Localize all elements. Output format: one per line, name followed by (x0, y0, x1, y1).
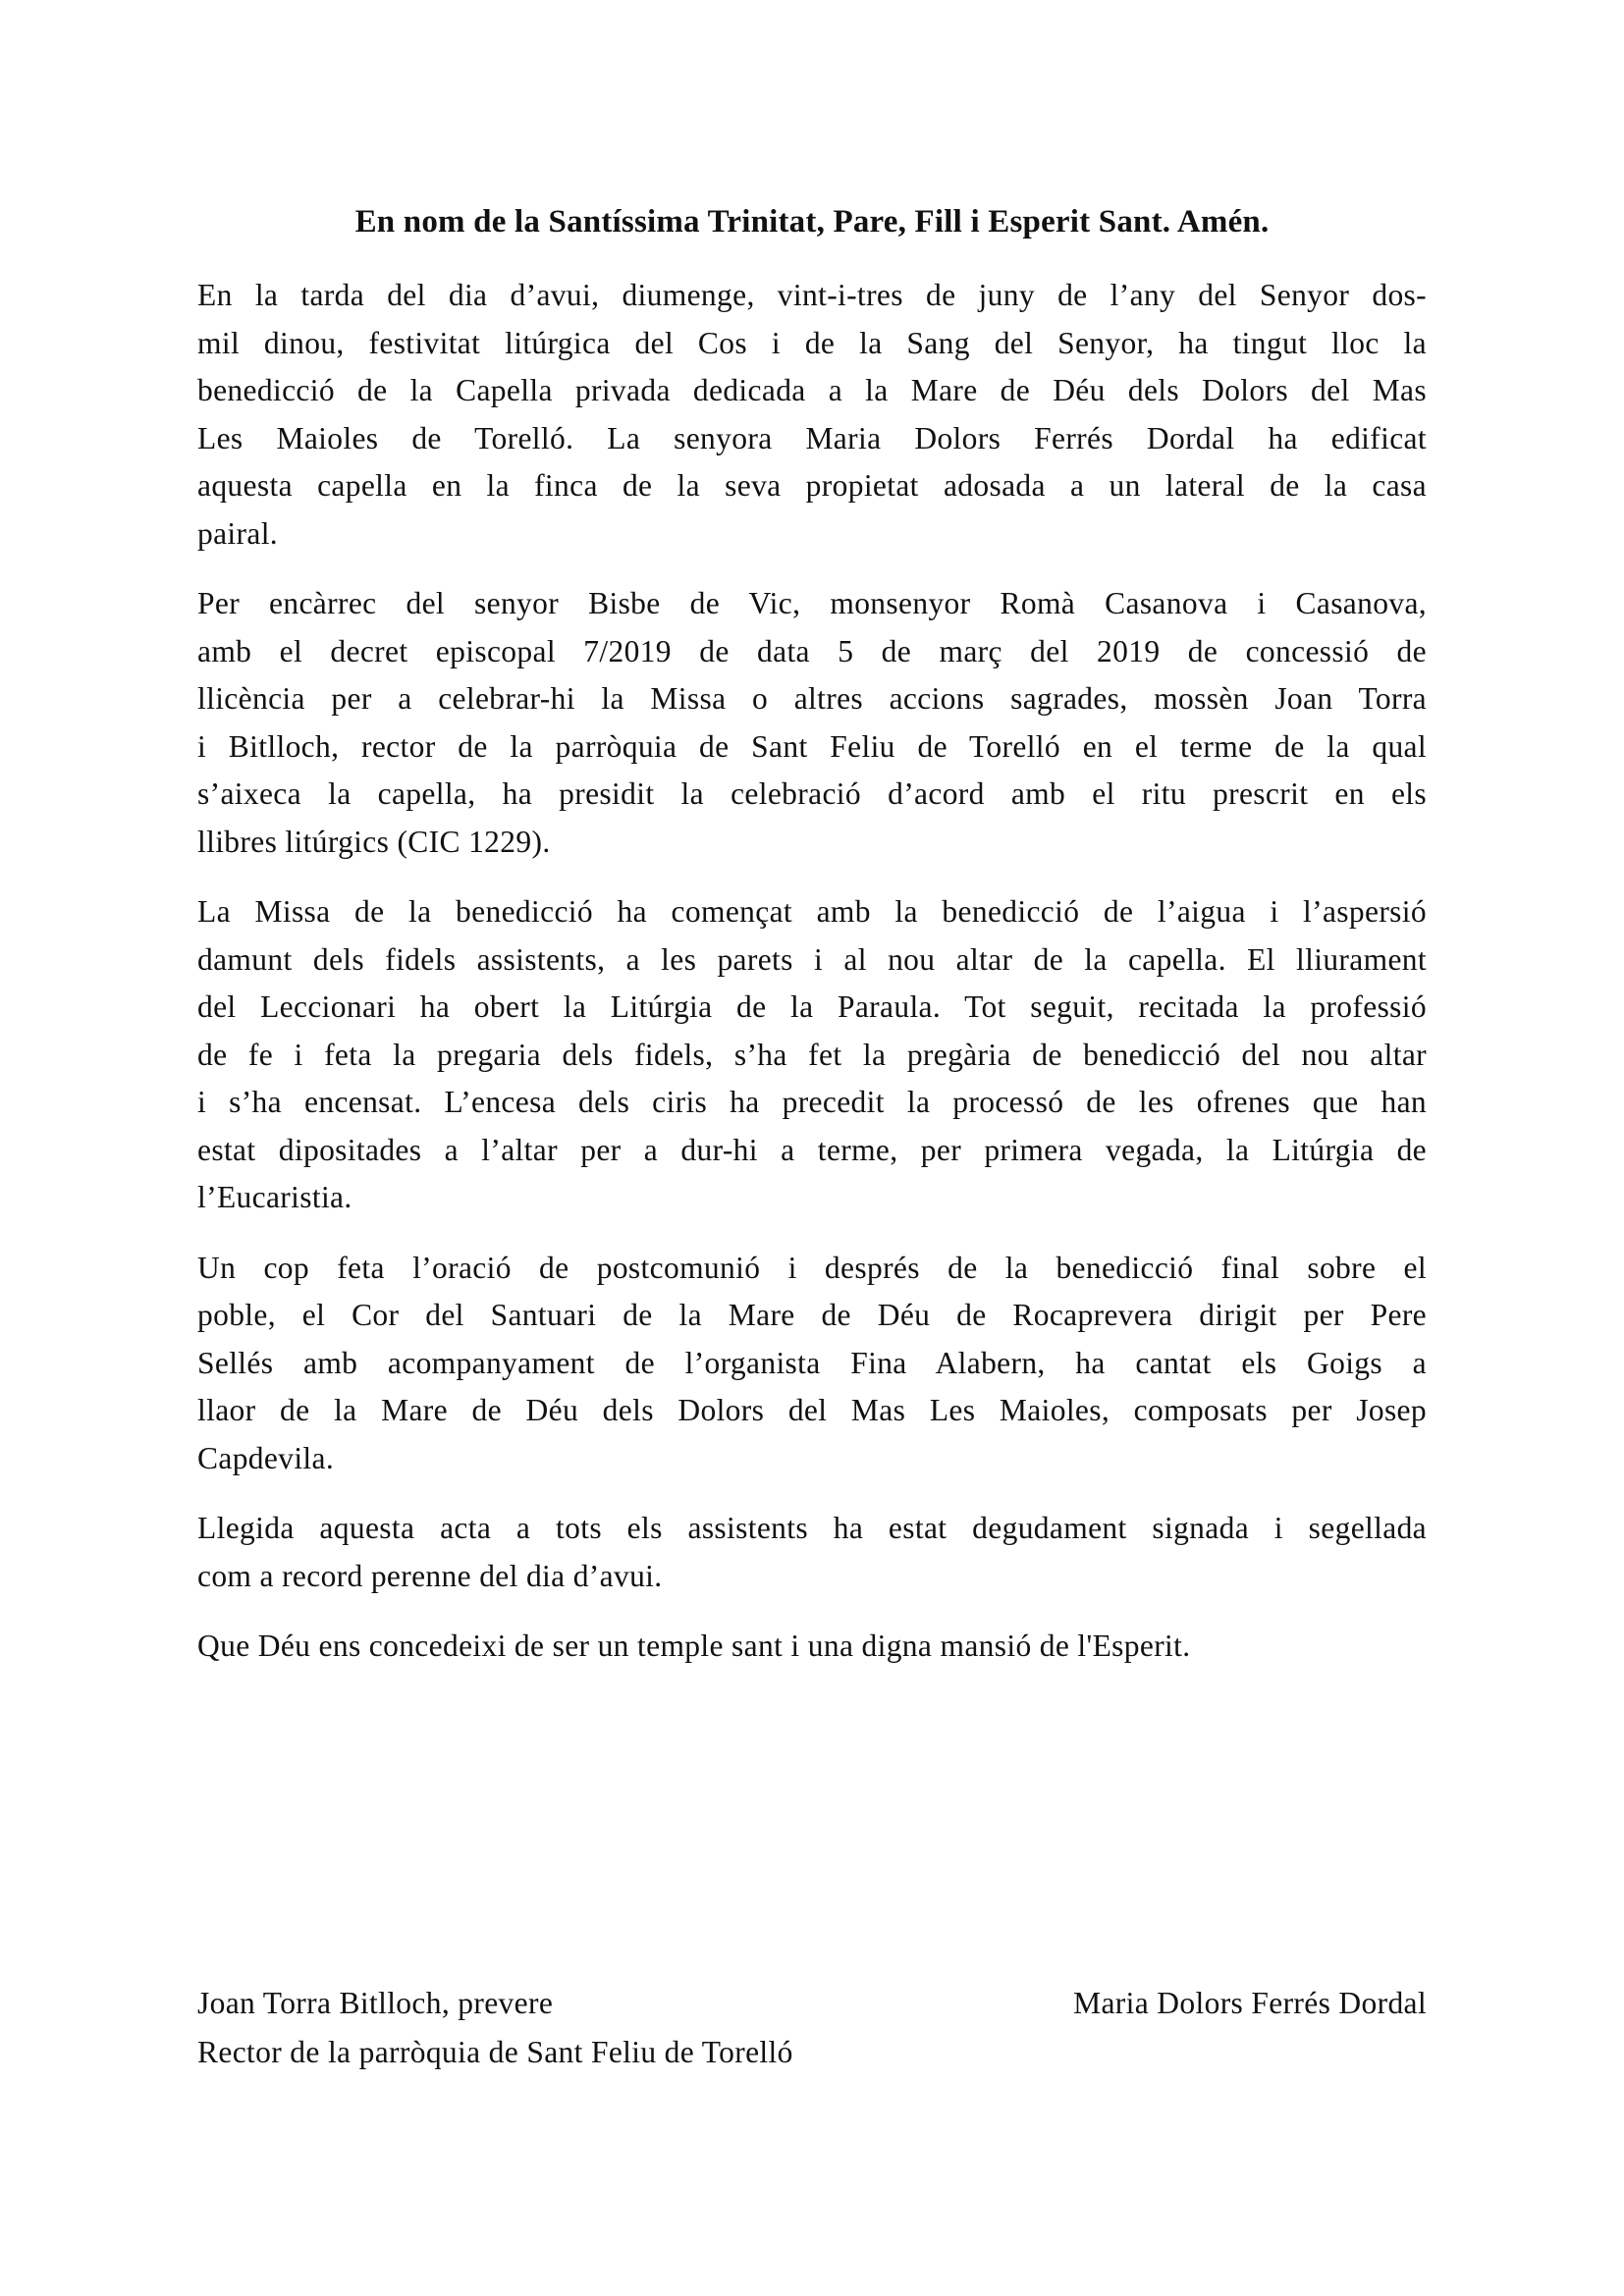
text-line: Capdevila. (197, 1440, 335, 1475)
text-line: Que Déu ens concedeixi de ser un temple sant i una digna mansió de l'Esperit. (197, 1629, 1191, 1663)
paragraph-blessing-intro (197, 272, 1427, 558)
text-line: amb el decret episcopal 7/2019 de data 5 de març del 2019 de concessió de (197, 633, 1427, 668)
text-line: i Bitlloch, rector de la parròquia de Sant Feliu de Torelló en el terme de la qual (197, 728, 1427, 764)
text-line: aquesta capella en la finca de la seva propietat adosada a un lateral de la casa (197, 468, 1427, 503)
text-line: En la tarda del dia d’avui, diumenge, vint-i-tres de juny de l’any del Senyor dos- (197, 278, 1427, 312)
text-line: l’Eucaristia. (197, 1180, 352, 1214)
signature-priest-role: Rector de la parròquia de Sant Feliu de Torelló (197, 2035, 793, 2069)
text-line: del Leccionari ha obert la Litúrgia de la Paraula. Tot seguit, recitada la professió (197, 989, 1427, 1024)
paragraph-choir (197, 1245, 1427, 1483)
text-line: Les Maioles de Torelló. La senyora Maria Dolors Ferrés Dordal ha edificat (197, 420, 1427, 455)
text-line: i s’ha encensat. L’encesa dels ciris ha precedit la processó de les ofrenes que han (197, 1085, 1427, 1119)
text-line: benedicció de la Capella privada dedicada a la Mare de Déu dels Dolors del Mas (197, 373, 1427, 407)
paragraph-mass (197, 888, 1427, 1222)
text-line: mil dinou, festivitat litúrgica del Cos i de la Sang del Senyor, ha tingut lloc la (197, 325, 1427, 360)
text-line: Per encàrrec del senyor Bisbe de Vic, monsenyor Romà Casanova i Casanova, (197, 586, 1427, 620)
text-line: de fe i feta la pregaria dels fidels, s’ha fet la pregària de benedicció del nou altar (197, 1037, 1427, 1072)
text-line: Llegida aquesta acta a tots els assistents ha estat degudament signada i segellada (197, 1511, 1427, 1545)
signature-owner-name: Maria Dolors Ferrés Dordal (1073, 1986, 1427, 2020)
text-line: poble, el Cor del Santuari de la Mare de Déu de Rocaprevera dirigit per Pere (197, 1298, 1427, 1332)
text-line: com a record perenne del dia d’avui. (197, 1558, 663, 1593)
document-title: En nom de la Santíssima Trinitat, Pare, Fill i Esperit Sant. Amén. (354, 204, 1270, 240)
signature-priest-name: Joan Torra Bitlloch, prevere (197, 1986, 554, 2020)
text-line: llibres litúrgics (CIC 1229). (197, 824, 551, 859)
paragraph-signing (197, 1505, 1427, 1600)
text-line: llaor de la Mare de Déu dels Dolors del Mas Les Maioles, composats per Josep (197, 1393, 1427, 1427)
text-line: estat dipositades a l’altar per a dur-hi a terme, per primera vegada, la Litúrgia de (197, 1132, 1427, 1167)
document-body (197, 272, 1427, 1693)
text-line: Un cop feta l’oració de postcomunió i després de la benedicció final sobre el (197, 1250, 1427, 1285)
text-line: Sellés amb acompanyament de l’organista Fina Alabern, ha cantat els Goigs a (197, 1345, 1427, 1380)
paragraph-decree (197, 580, 1427, 866)
text-line: pairal. (197, 515, 279, 551)
text-line: La Missa de la benedicció ha començat amb la benedicció de l’aigua i l’aspersió (197, 894, 1427, 929)
paragraph-closing-prayer (197, 1623, 1427, 1671)
text-line: damunt dels fidels assistents, a les parets i al nou altar de la capella. El lliurament (197, 941, 1427, 977)
text-line: s’aixeca la capella, ha presidit la celebració d’acord amb el ritu prescrit en els (197, 776, 1427, 811)
text-line: llicència per a celebrar-hi la Missa o altres accions sagrades, mossèn Joan Torra (197, 681, 1427, 716)
